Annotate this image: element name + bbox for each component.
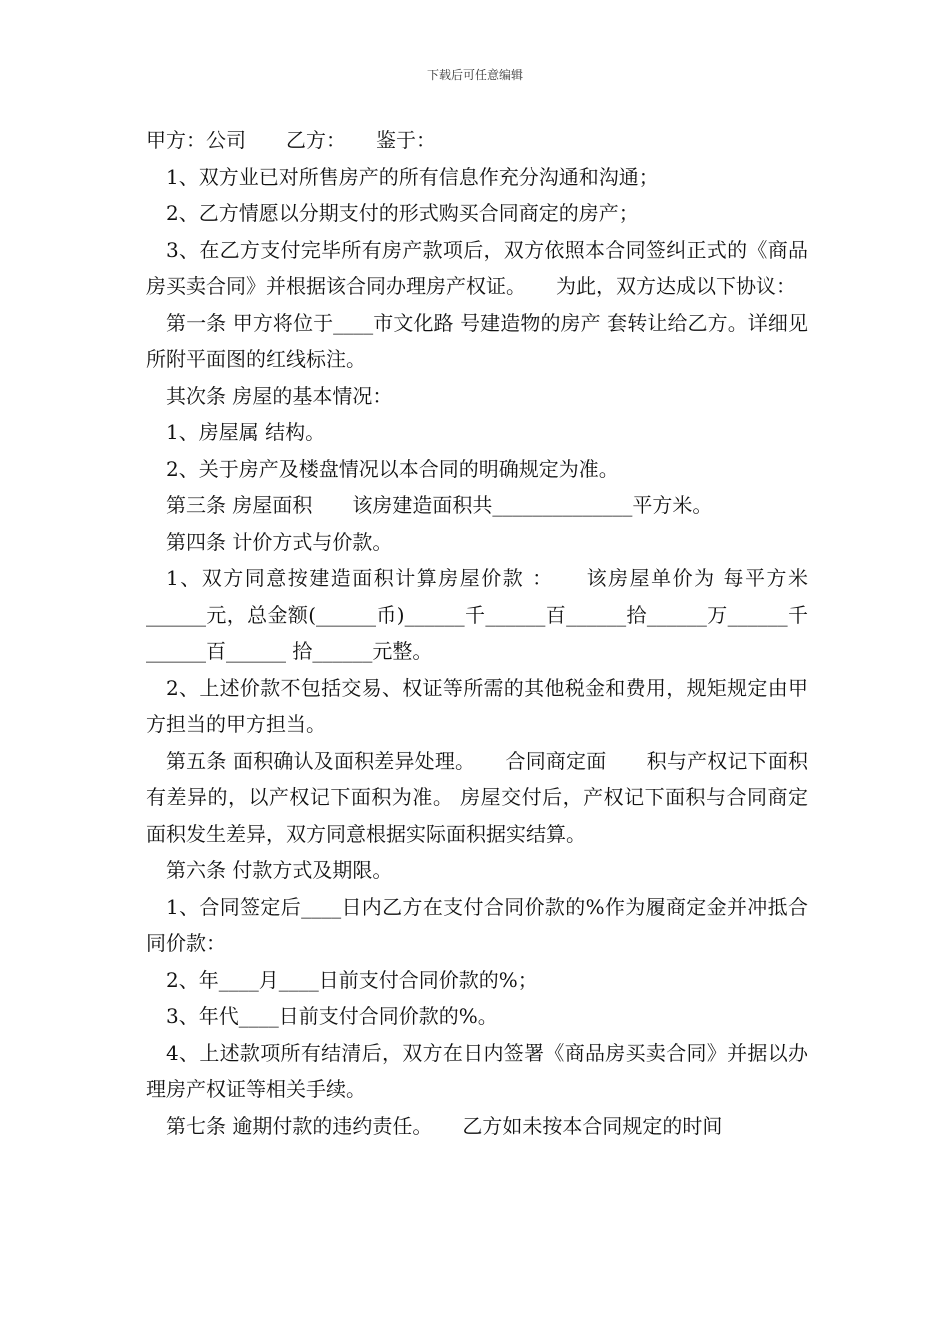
paragraph-article-6: 第六条 付款方式及期限。 — [166, 858, 393, 882]
paragraph-recital-3: 3、在乙方支付完毕所有房产款项后，双方依照本合同签纠正式的《商品房买卖合同》并根据该合同办理房产权证。 为此，双方达成以下协议： — [146, 237, 808, 298]
paragraph-article-3: 第三条 房屋面积 该房建造面积共______________平方米。 — [166, 493, 713, 517]
paragraph-article-4-item-1: 1、双方同意按建造面积计算房屋价款 ： 该房屋单价为 每平方米______元，总金额(______币)______千______百______拾______万______千______百______ 拾______元整。 — [146, 566, 808, 663]
document-body — [146, 122, 808, 1144]
paragraph-recital-2: 2、乙方情愿以分期支付的形式购买合同商定的房产； — [166, 201, 639, 225]
paragraph-article-2: 其次条 房屋的基本情况： — [166, 383, 393, 408]
paragraph-article-6-item-1: 1、合同签定后____日内乙方在支付合同价款的%作为履商定金并冲抵合同价款： — [146, 894, 808, 955]
paragraph-article-6-item-3: 3、年代____日前支付合同价款的%。 — [166, 1004, 498, 1028]
paragraph-article-6-item-4: 4、上述款项所有结清后，双方在日内签署《商品房买卖合同》并据以办理房产权证等相关手续。 — [146, 1040, 808, 1101]
paragraph-article-1: 第一条 甲方将位于____市文化路 号建造物的房产 套转让给乙方。详细见所附平面图的红线标注。 — [146, 310, 808, 371]
paragraph-article-7: 第七条 逾期付款的违约责任。 乙方如未按本合同规定的时间 — [166, 1113, 723, 1138]
paragraph-article-2-item-1: 1、房屋属 结构。 — [166, 420, 326, 444]
paragraph-parties: 甲方：公司 乙方： 鉴于： — [146, 128, 436, 152]
paragraph-article-2-item-2: 2、关于房产及楼盘情况以本合同的明确规定为准。 — [166, 456, 619, 481]
paragraph-recital-1: 1、双方业已对所售房产的所有信息作充分沟通和沟通； — [166, 164, 659, 189]
paragraph-article-6-item-2: 2、年____月____日前支付合同价款的%； — [166, 967, 538, 992]
paragraph-article-5: 第五条 面积确认及面积差异处理。 合同商定面 积与产权记下面积有差异的，以产权记下面积为准。 房屋交付后，产权记下面积与合同商定面积发生差异，双方同意根据实际面积据实结算。 — [146, 748, 808, 846]
page-header: 下载后可任意编辑 — [426, 68, 523, 82]
paragraph-article-4: 第四条 计价方式与价款。 — [166, 529, 393, 554]
paragraph-article-4-item-2: 2、上述价款不包括交易、权证等所需的其他税金和费用，规矩规定由甲方担当的甲方担当。 — [146, 675, 808, 736]
